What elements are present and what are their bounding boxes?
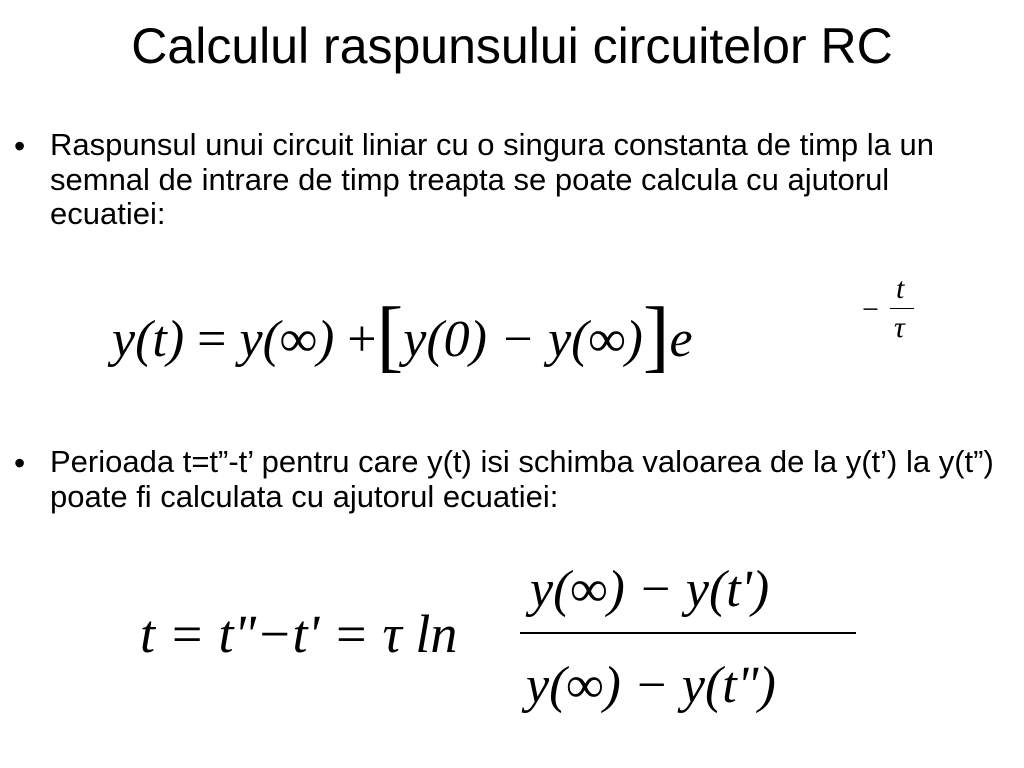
bullet-text-1: Raspunsul unui circuit liniar cu o singura constanta de timp la un semnal de intrare de timp treapta se poate calcula cu ajutorul ecuatiei: — [50, 127, 934, 231]
eq1-bracket-open: [ — [376, 292, 404, 380]
eq1-term1: y(∞) — [239, 311, 335, 368]
equation-period-lhs — [140, 604, 457, 664]
slide-title: Calculul raspunsului circuitelor RC — [131, 18, 893, 74]
bullet-marker: • — [14, 128, 26, 164]
bullet-text-2: Perioada t=t”-t’ pentru care y(t) isi schimba valoarea de la y(t’) la y(t”) poate fi calculata cu ajutorul ecuatiei: — [50, 444, 994, 514]
eq1-lhs: y(t) — [112, 311, 185, 368]
eq2-lhs: t = t"−t' = τ ln — [140, 604, 458, 664]
eq1-exp-numerator: t — [896, 272, 905, 305]
eq2-numerator: y(∞) − y(t') — [530, 561, 770, 618]
eq2-denominator: y(∞) − y(t") — [526, 657, 776, 714]
eq1-exp-denominator: τ — [894, 311, 905, 344]
eq1-plus: + — [347, 311, 377, 368]
eq1-equals: = — [197, 311, 227, 368]
eq1-inner: y(0) − y(∞) — [403, 311, 643, 368]
eq2-fraction-bar — [520, 632, 856, 634]
eq1-base: e — [669, 311, 693, 368]
bullet-marker: • — [14, 445, 26, 481]
eq1-bracket-close: ] — [642, 292, 670, 380]
eq1-exp-fraction-bar — [890, 308, 914, 309]
equation-step-response — [112, 292, 693, 380]
eq1-exp-sign: − — [862, 293, 879, 326]
